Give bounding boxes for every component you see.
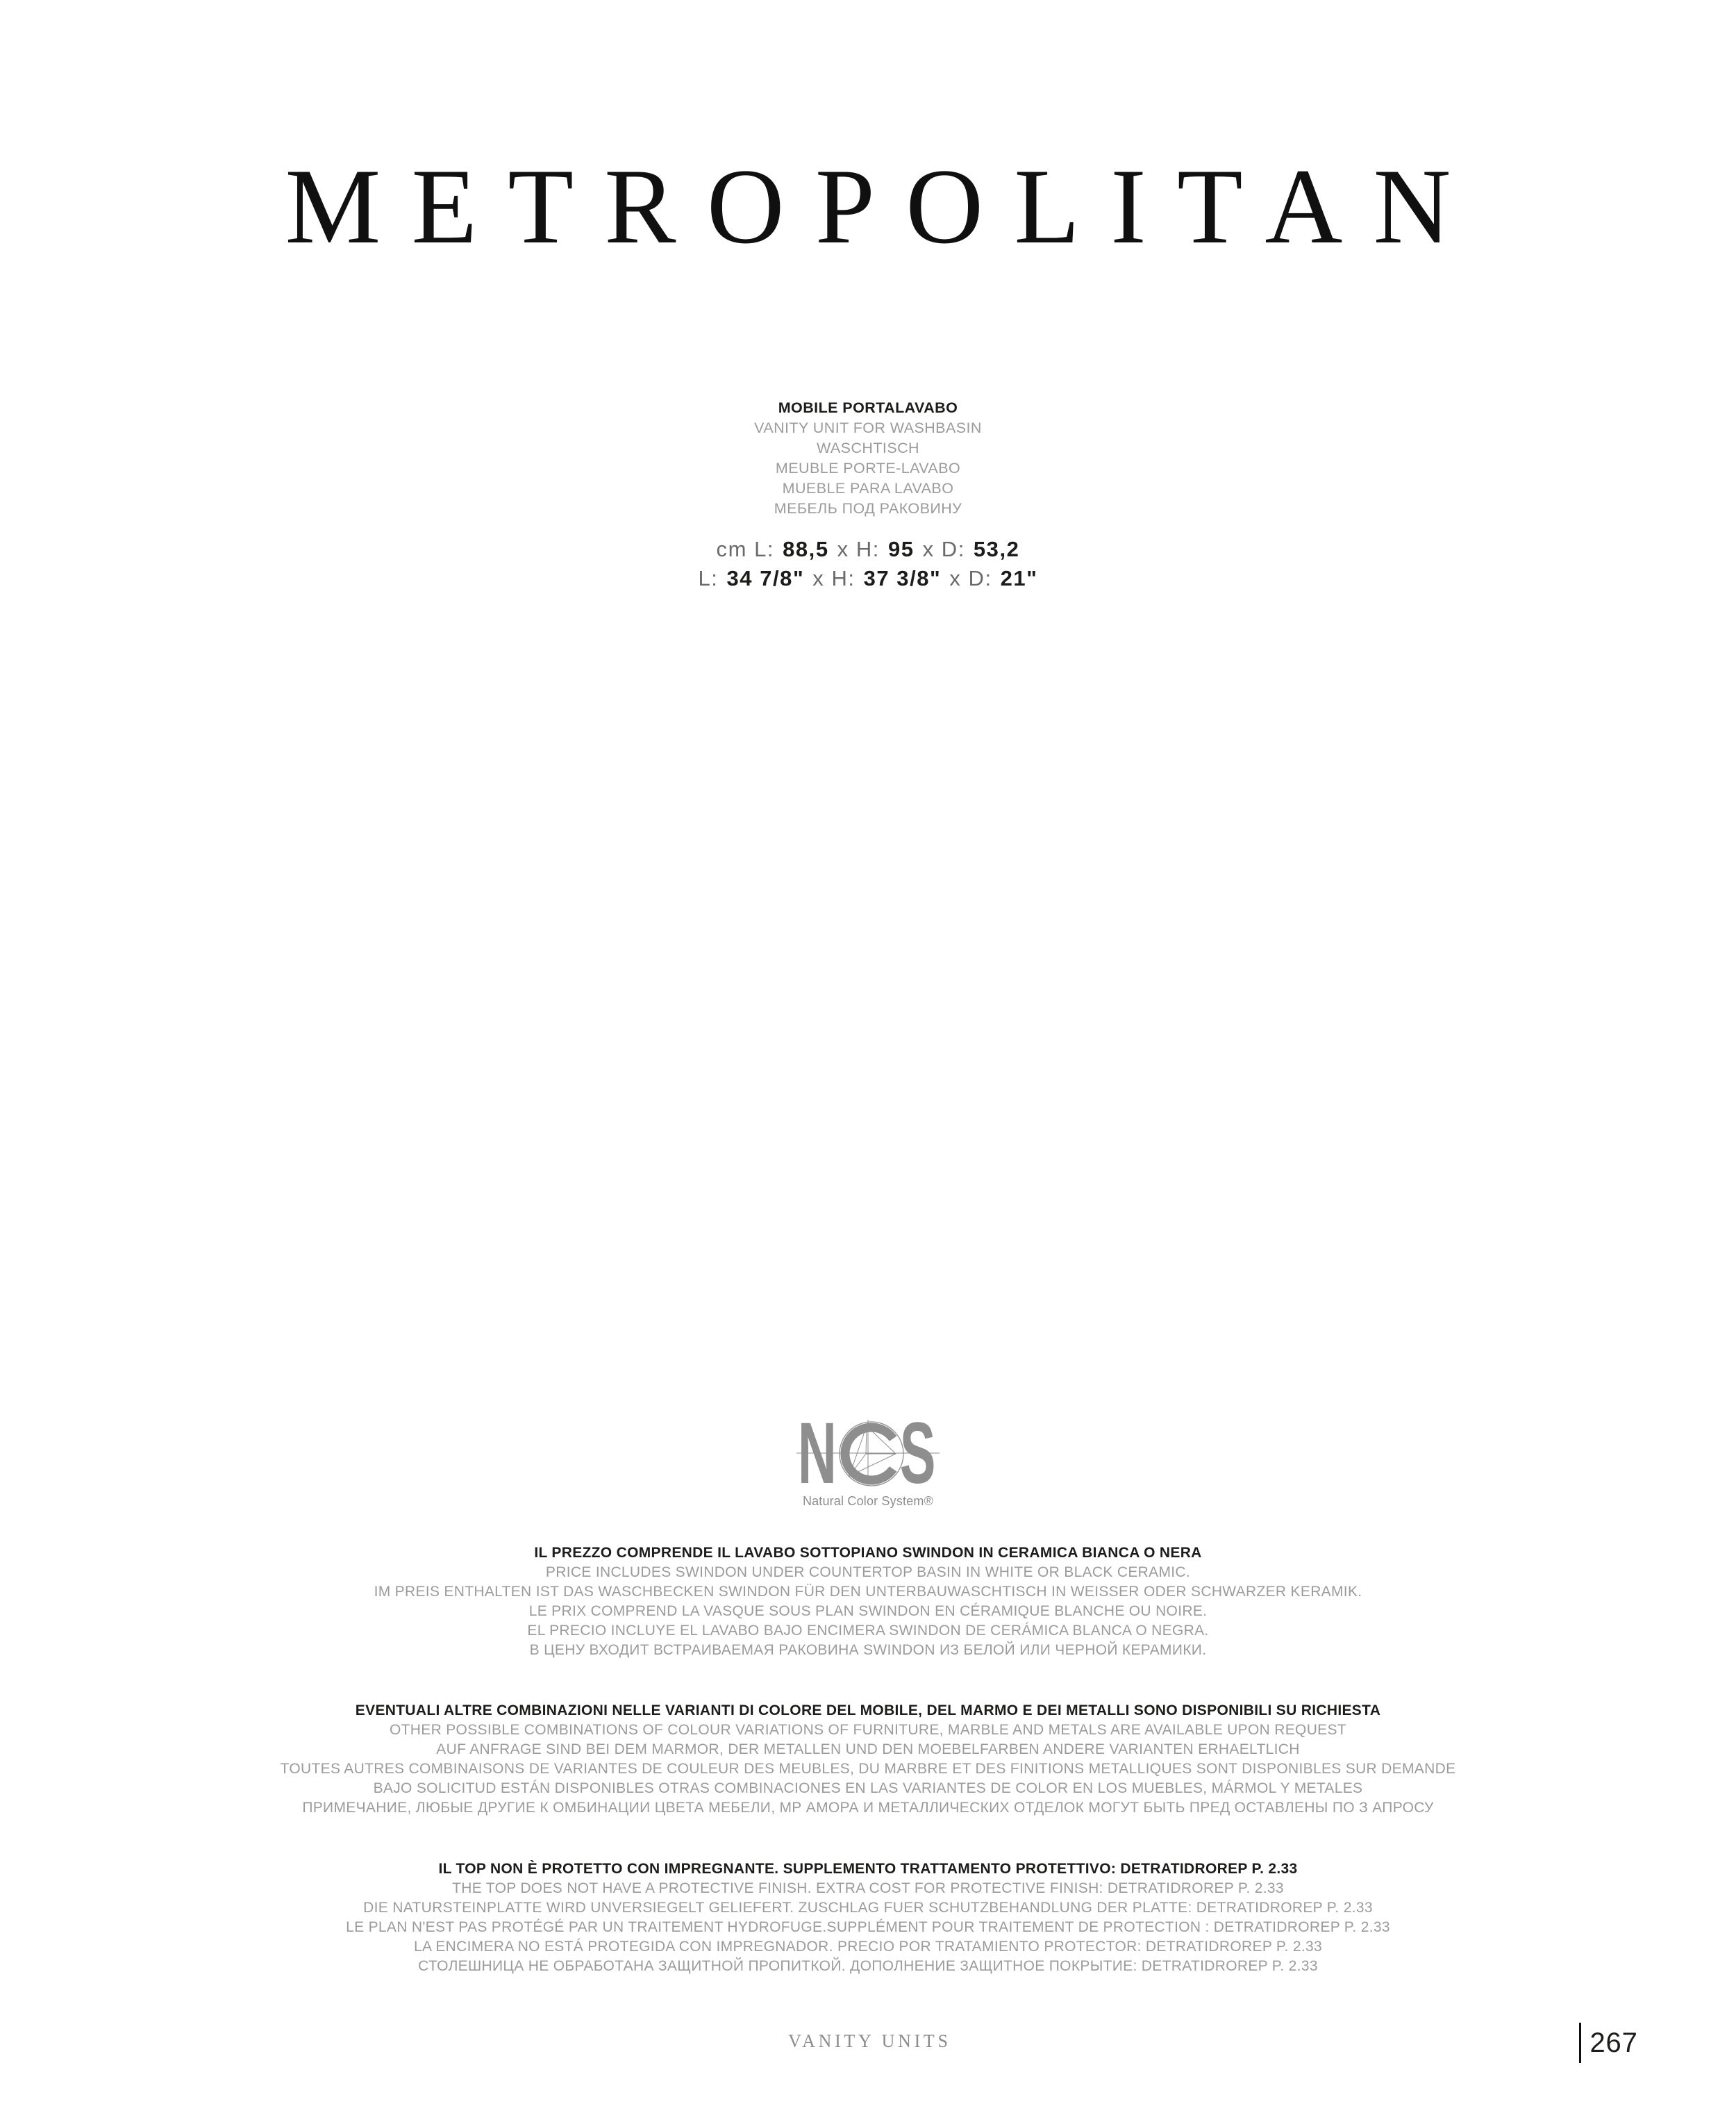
note-price-includes xyxy=(0,1543,1736,1660)
dimensions-inch xyxy=(0,564,1736,593)
page-number-block xyxy=(1579,2023,1638,2063)
note-line: DIE NATURSTEINPLATTE WIRD UNVERSIEGELT GELIEFERT. ZUSCHLAG FUER SCHUTZBEHANDLUNG DER PLATTE: DETRATIDROREP P. 2.33 xyxy=(363,1900,1373,1916)
ncs-letter-n: N xyxy=(797,1418,837,1488)
dim-value-cm-d: 53,2 xyxy=(973,537,1020,561)
dim-value-cm-l: 88,5 xyxy=(783,537,829,561)
note-line: THE TOP DOES NOT HAVE A PROTECTIVE FINISH. EXTRA COST FOR PROTECTIVE FINISH: DETRATIDROREP P. 2.33 xyxy=(452,1880,1284,1896)
note-line: LA ENCIMERA NO ESTÁ PROTEGIDA CON IMPREGNADOR. PRECIO POR TRATAMIENTO PROTECTOR: DETRATIDROREP P. 2.33 xyxy=(414,1939,1322,1955)
note-line: AUF ANFRAGE SIND BEI DEM MARMOR, DER METALLEN UND DEN MOEBELFARBEN ANDERE VARIANTEN ERHAELTLICH xyxy=(436,1741,1300,1757)
note-heading: IL PREZZO COMPRENDE IL LAVABO SOTTOPIANO SWINDON IN CERAMICA BIANCA O NERA xyxy=(534,1545,1202,1561)
note-line: ПРИМЕЧАНИЕ, ЛЮБЫЕ ДРУГИЕ К ОМБИНАЦИИ ЦВЕТА МЕБЕЛИ, МР АМОРА И МЕТАЛЛИЧЕСКИХ ОТДЕЛОК МОГУТ БЫТЬ ПРЕД ОСТАВЛЕНЫ ПО З АПРОСУ xyxy=(302,1800,1434,1816)
note-line: PRICE INCLUDES SWINDON UNDER COUNTERTOP BASIN IN WHITE OR BLACK CERAMIC. xyxy=(545,1564,1191,1580)
dim-value-in-h: 37 3/8" xyxy=(863,566,942,590)
product-name-es: MUEBLE PARA LAVABO xyxy=(782,480,954,497)
note-line: OTHER POSSIBLE COMBINATIONS OF COLOUR VARIATIONS OF FURNITURE, MARBLE AND METALS ARE AVAILABLE UPON REQUEST xyxy=(390,1722,1346,1738)
dimensions-block xyxy=(0,535,1736,593)
note-line: EL PRECIO INCLUYE EL LAVABO BAJO ENCIMERA SWINDON DE CERÁMICA BLANCA O NEGRA. xyxy=(527,1623,1209,1639)
note-heading: IL TOP NON È PROTETTO CON IMPREGNANTE. SUPPLEMENTO TRATTAMENTO PROTETTIVO: DETRATIDROREP P. 2.33 xyxy=(438,1861,1298,1877)
dim-label-in-h: x H: xyxy=(812,566,856,590)
ncs-logo-icon xyxy=(796,1418,940,1488)
product-name-de: WASCHTISCH xyxy=(816,440,920,456)
note-line: LE PRIX COMPREND LA VASQUE SOUS PLAN SWINDON EN CÉRAMIQUE BLANCHE OU NOIRE. xyxy=(528,1603,1208,1619)
footer-section-label: VANITY UNITS xyxy=(788,2031,951,2051)
ncs-logo xyxy=(796,1418,940,1509)
dim-value-cm-h: 95 xyxy=(887,537,915,561)
dim-value-in-d: 21" xyxy=(1000,566,1038,590)
dim-label-in-l: L: xyxy=(698,566,719,590)
product-name-ru: МЕБЕЛЬ ПОД РАКОВИНУ xyxy=(774,500,962,517)
page-number: 267 xyxy=(1589,2027,1638,2058)
page-number-divider xyxy=(1579,2023,1581,2063)
dim-label-cm-d: x D: xyxy=(922,537,965,561)
note-line: СТОЛЕШНИЦА НЕ ОБРАБОТАНА ЗАЩИТНОЙ ПРОПИТКОЙ. ДОПОЛНЕНИЕ ЗАЩИТНОЕ ПОКРЫТИЕ: DETRATIDROREP P. 2.33 xyxy=(418,1958,1318,1974)
note-protective-finish xyxy=(0,1859,1736,1976)
product-name-fr: MEUBLE PORTE-LAVABO xyxy=(775,460,961,476)
dim-label-cm-h: x H: xyxy=(837,537,880,561)
ncs-logo-caption: Natural Color System® xyxy=(802,1494,934,1508)
dim-label-cm-l: cm L: xyxy=(716,537,775,561)
ncs-letter-s: S xyxy=(899,1418,936,1488)
note-line: В ЦЕНУ ВХОДИТ ВСТРАИВАЕМАЯ РАКОВИНА SWINDON ИЗ БЕЛОЙ ИЛИ ЧЕРНОЙ КЕРАМИКИ. xyxy=(529,1642,1207,1658)
note-line: IM PREIS ENTHALTEN IST DAS WASCHBECKEN SWINDON FÜR DEN UNTERBAUWASCHTISCH IN WEISSER ODER SCHWARZER KERAMIK. xyxy=(374,1584,1362,1600)
note-line: LE PLAN N'EST PAS PROTÉGÉ PAR UN TRAITEMENT HYDROFUGE.SUPPLÉMENT POUR TRAITEMENT DE PROTECTION : DETRATIDROREP P. 2.33 xyxy=(346,1919,1390,1935)
note-heading: EVENTUALI ALTRE COMBINAZIONI NELLE VARIANTI DI COLORE DEL MOBILE, DEL MARMO E DEI METALLI SONO DISPONIBILI SU RICHIESTA xyxy=(355,1702,1381,1718)
product-name-en: VANITY UNIT FOR WASHBASIN xyxy=(754,420,982,436)
dim-label-in-d: x D: xyxy=(949,566,992,590)
page-title: METROPOLITAN xyxy=(285,147,1482,266)
note-other-combinations xyxy=(0,1701,1736,1818)
product-name-it: MOBILE PORTALAVABO xyxy=(778,399,958,416)
note-line: TOUTES AUTRES COMBINAISONS DE VARIANTES DE COULEUR DES MEUBLES, DU MARBRE ET DES FINITIONS METALLIQUES SONT DISPONIBLES SUR DEMANDE xyxy=(280,1761,1456,1777)
product-name-block xyxy=(0,398,1736,519)
dim-value-in-l: 34 7/8" xyxy=(726,566,805,590)
dimensions-cm xyxy=(0,535,1736,564)
note-line: BAJO SOLICITUD ESTÁN DISPONIBLES OTRAS COMBINACIONES EN LAS VARIANTES DE COLOR EN LOS MUEBLES, MÁRMOL Y METALES xyxy=(373,1780,1363,1796)
